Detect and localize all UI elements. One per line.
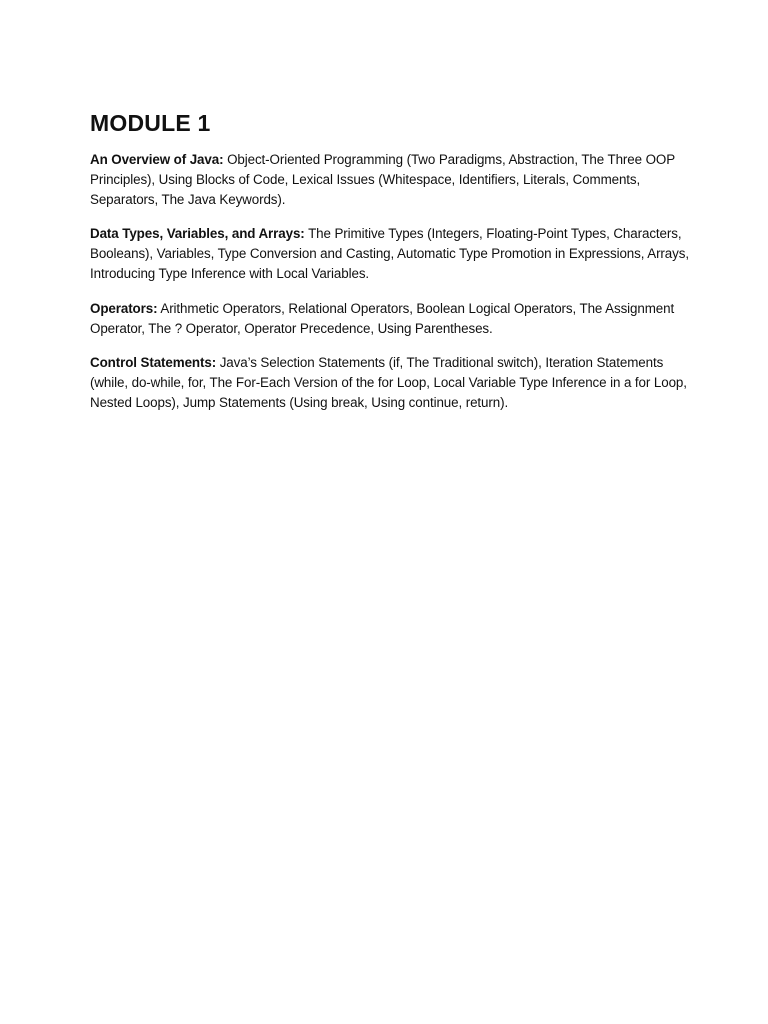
section-java-overview (90, 150, 690, 209)
section-text: Arithmetic Operators, Relational Operators, Boolean Logical Operators, The Assignment Operator, The ? Operator, Operator Precedence, Using Parentheses. (90, 300, 675, 336)
module-title: MODULE 1 (90, 110, 211, 136)
section-data-types (90, 224, 690, 283)
section-label: Control Statements: (90, 355, 217, 371)
section-control-statements (90, 353, 690, 412)
section-label: An Overview of Java: (90, 152, 224, 167)
document-page (90, 108, 690, 428)
section-label: Data Types, Variables, and Arrays: (90, 226, 305, 242)
section-text: Java’s Selection Statements (if, The Traditional switch), Iteration Statements (while, do-while, for, The For-Each Version of the for Loop, Local Variable Type Inference in a for Loop, Nested Loops), Jump Statements (Using break, Using continue, return). (90, 355, 687, 410)
section-operators (90, 299, 690, 339)
section-label: Operators: (90, 300, 158, 316)
section-text: The Primitive Types (Integers, Floating-Point Types, Characters, Booleans), Variables, Type Conversion and Casting, Automatic Type Promotion in Expressions, Arrays, Introducing Type Inference with Local Variables. (90, 226, 689, 281)
section-text: Object-Oriented Programming (Two Paradigms, Abstraction, The Three OOP Principles), Using Blocks of Code, Lexical Issues (Whitespace, Identifiers, Literals, Comments, Separators, The Java Keywords). (90, 152, 675, 207)
